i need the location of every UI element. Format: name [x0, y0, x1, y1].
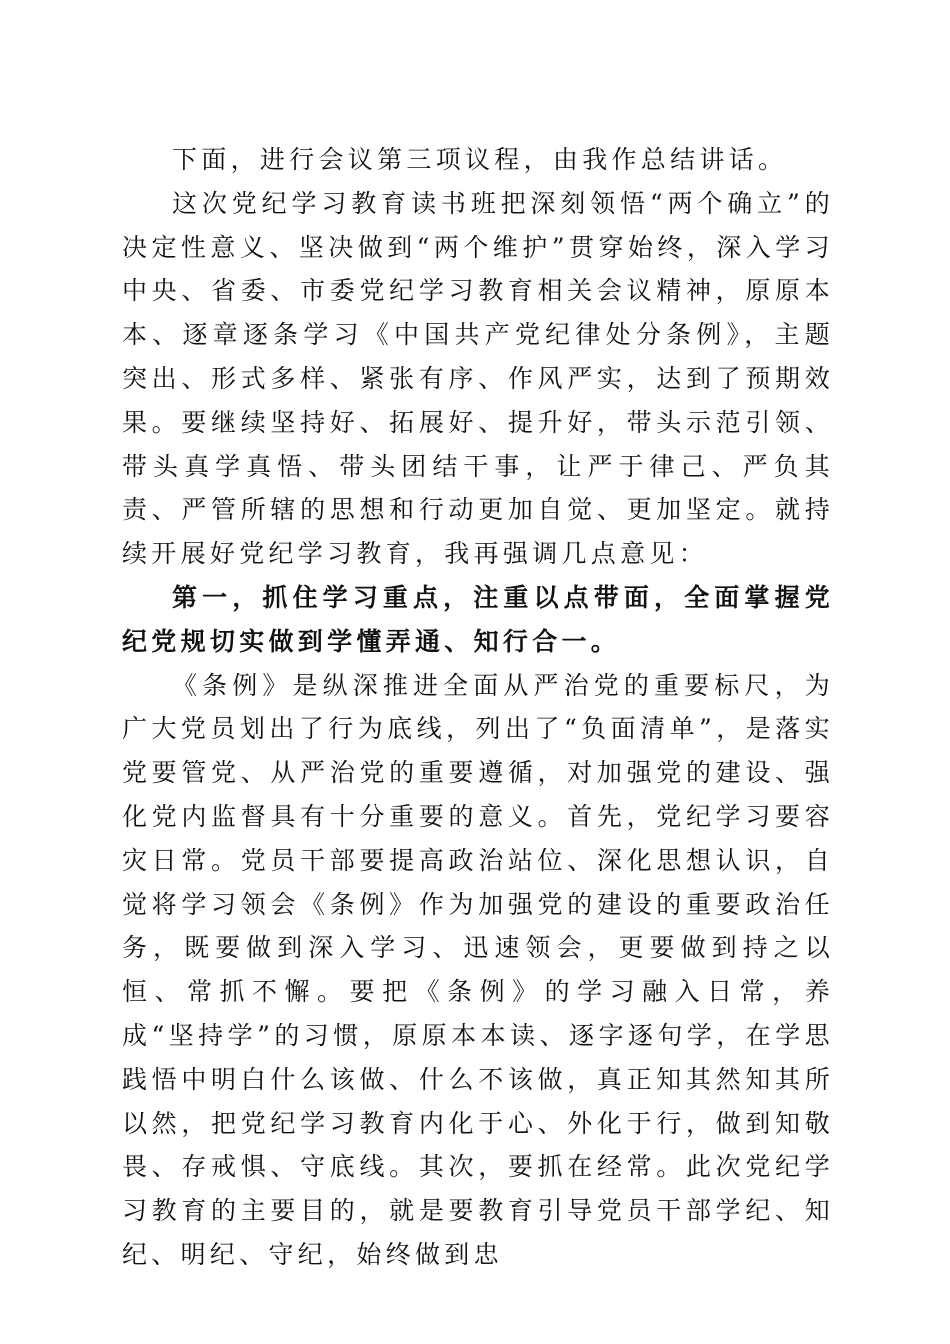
paragraph-regulations: 《条例》是纵深推进全面从严治党的重要标尺，为广大党员划出了行为底线，列出了“负面清单”，是落实党要管党、从严治党的重要遵循，对加强党的建设、强化党内监督具有十分重要的意义。首先，党纪学习要容灾日常。党员干部要提高政治站位、深化思想认识，自觉将学习领会《条例》作为加强党的建设的重要政治任务，既要做到深入学习、迅速领会，更要做到持之以恒、常抓不懈。要把《条例》的学习融入日常，养成“坚持学”的习惯，原原本本读、逐字逐句学，在学思践悟中明白什么该做、什么不该做，真正知其然知其所以然，把党纪学习教育内化于心、外化于行，做到知敬畏、存戒惧、守底线。其次，要抓在经常。此次党纪学习教育的主要目的，就是要教育引导党员干部学纪、知纪、明纪、守纪，始终做到忠: [122, 670, 834, 1269]
document-body: [122, 138, 834, 1277]
paragraph-intro: 下面，进行会议第三项议程，由我作总结讲话。: [172, 145, 788, 174]
paragraph-summary: 这次党纪学习教育读书班把深刻领悟“两个确立”的决定性意义、坚决做到“两个维护”贯穿始终，深入学习中央、省委、市委党纪学习教育相关会议精神，原原本本、逐章逐条学习《中国共产党纪律处分条例》，主题突出、形式多样、紧张有序、作风严实，达到了预期效果。要继续坚持好、拓展好、提升好，带头示范引领、带头真学真悟、带头团结干事，让严于律己、严负其责、严管所辖的思想和行动更加自觉、更加坚定。就持续开展好党纪学习教育，我再强调几点意见：: [122, 188, 834, 569]
section-heading-first: 第一，抓住学习重点，注重以点带面，全面掌握党纪党规切实做到学懂弄通、知行合一。: [122, 582, 834, 656]
